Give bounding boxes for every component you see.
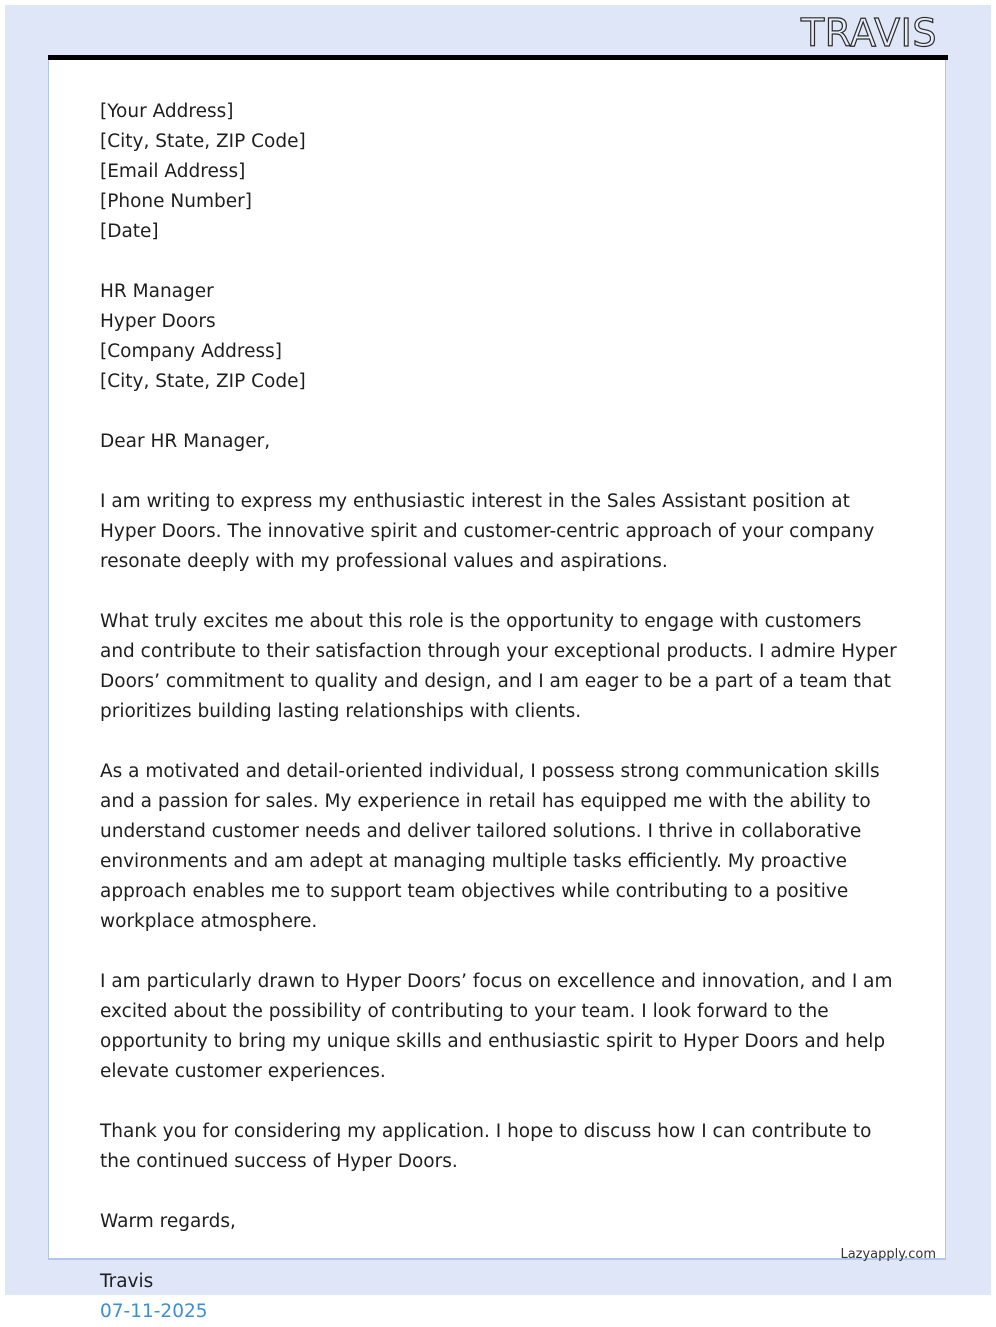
recipient-company: Hyper Doors [100,311,216,332]
recipient-city-state-zip: [City, State, ZIP Code] [100,371,306,392]
signature-name: Travis [100,1271,154,1292]
recipient-block [100,277,900,397]
sender-email: [Email Address] [100,161,246,182]
signature-block [100,1267,900,1327]
cover-letter [100,97,900,1327]
sender-city-state-zip: [City, State, ZIP Code] [100,131,306,152]
sender-block [100,97,900,247]
salutation: Dear HR Manager, [100,431,271,452]
footer-brand: Lazyapply.com [840,1247,936,1262]
sender-phone: [Phone Number] [100,191,252,212]
body-paragraph: Thank you for considering my application. I hope to discuss how I can contribute to the continued success of Hyper Doors. [100,1121,872,1172]
recipient-address: [Company Address] [100,341,283,362]
closing: Warm regards, [100,1211,236,1232]
body-paragraph: As a motivated and detail-oriented individual, I possess strong communication skills and a passion for sales. My experience in retail has equipped me with the ability to understand customer needs and deliver tailored solutions. I thrive in collaborative environments and am adept at managing multiple tasks efficiently. My proactive approach enables me to support team objectives while contributing to a positive workplace atmosphere. [100,761,880,932]
body-paragraph: I am particularly drawn to Hyper Doors’ focus on excellence and innovation, and I am excited about the possibility of contributing to your team. I look forward to the opportunity to bring my unique skills and enthusiastic spirit to Hyper Doors and help elevate customer experiences. [100,971,893,1082]
body-paragraph: I am writing to express my enthusiastic interest in the Sales Assistant position at Hyper Doors. The innovative spirit and customer-centric approach of your company resonate deeply with my professional values and aspirations. [100,491,875,572]
header-name: TRAVIS [801,11,937,55]
recipient-title: HR Manager [100,281,214,302]
body-paragraph: What truly excites me about this role is the opportunity to engage with customers and contribute to their satisfaction through your exceptional products. I admire Hyper Doors’ commitment to quality and design, and I am eager to be a part of a team that prioritizes building lasting relationships with clients. [100,611,897,722]
sender-address: [Your Address] [100,101,234,122]
sender-date: [Date] [100,221,159,242]
signature-date: 07-11-2025 [100,1301,208,1322]
